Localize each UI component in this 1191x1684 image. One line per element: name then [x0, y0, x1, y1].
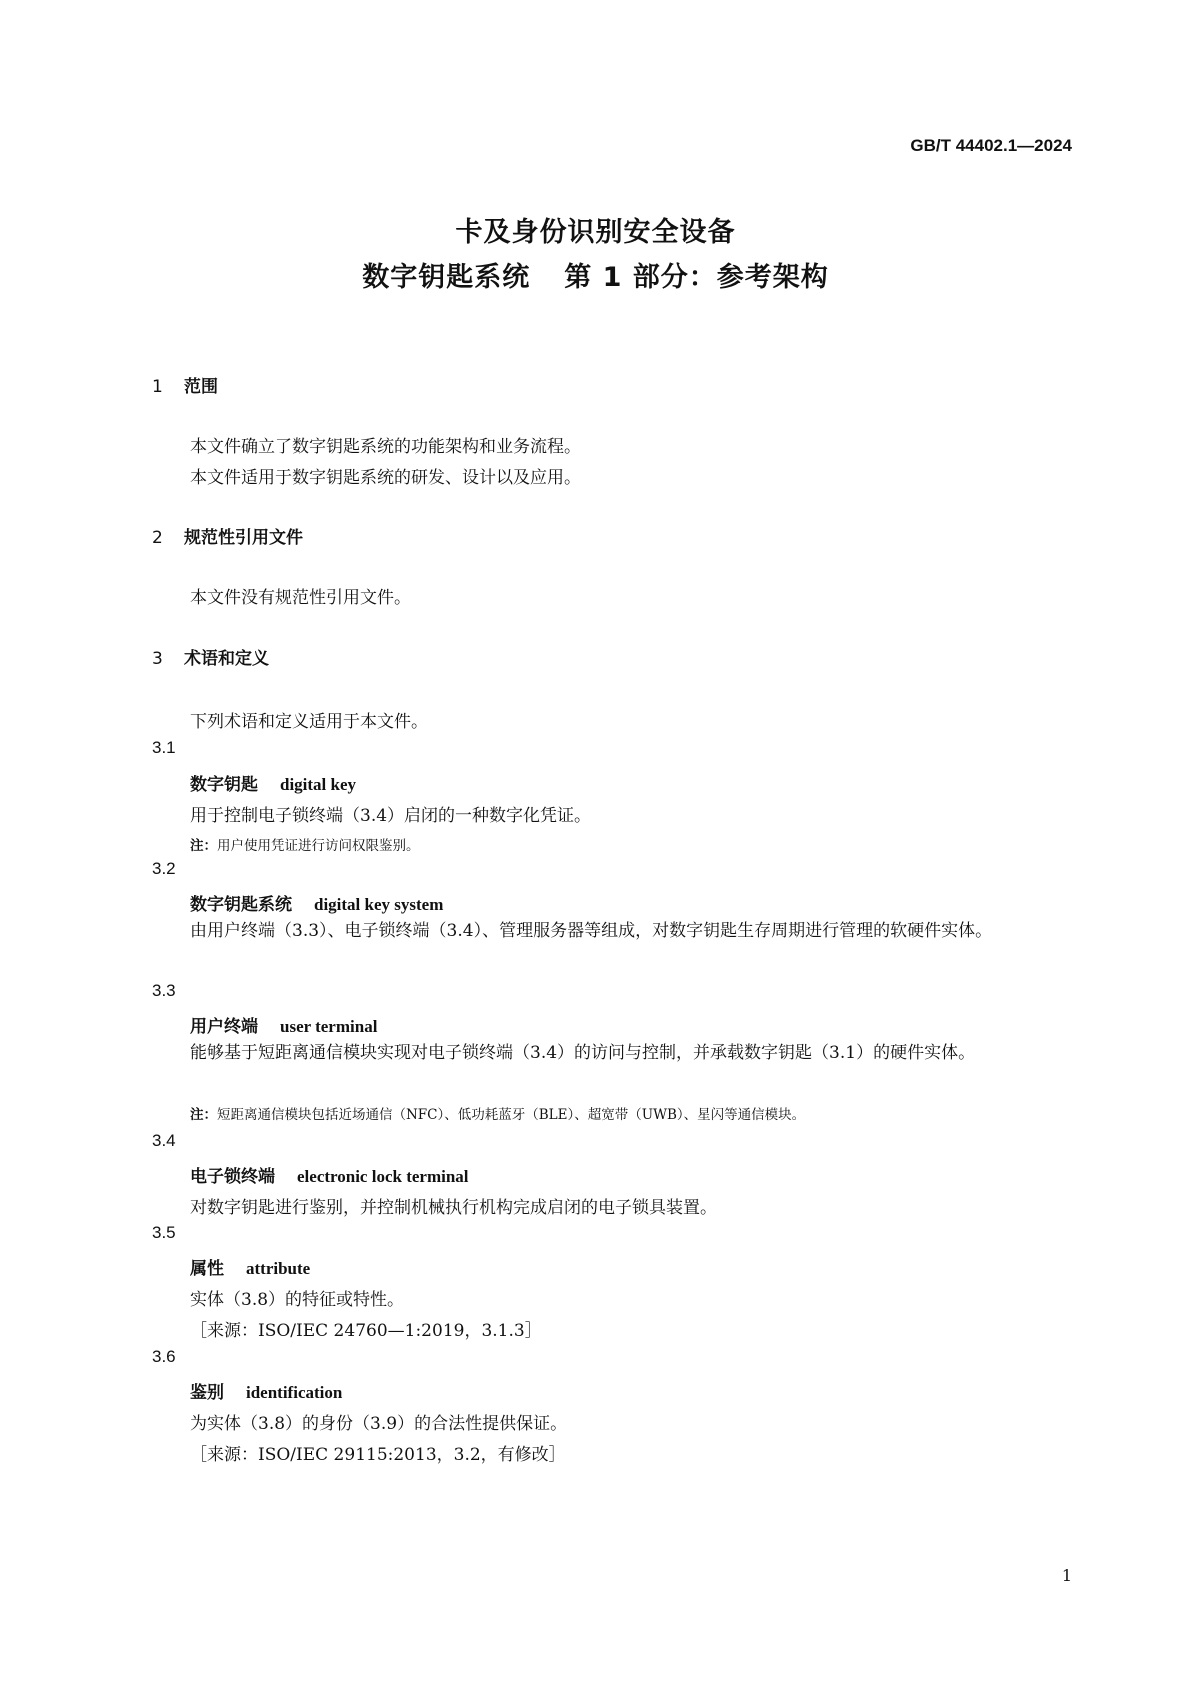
term-definition: 实体（3.8）的特征或特性。: [190, 1290, 405, 1310]
section-heading-terms-and-definitions: [152, 644, 269, 669]
term-heading: [190, 770, 356, 795]
term-en: identification: [246, 1383, 343, 1402]
section-number: 2: [152, 528, 163, 548]
title-part-a: 数字钥匙系统: [362, 262, 531, 293]
term-definition: 对数字钥匙进行鉴别，并控制机械执行机构完成启闭的电子锁具装置。: [190, 1198, 717, 1218]
title-part-b: 第 1 部分：参考架构: [564, 262, 829, 293]
note-label: 注：: [190, 838, 217, 854]
document-title-line2: [0, 255, 1191, 294]
paragraph: 下列术语和定义适用于本文件。: [190, 712, 428, 732]
term-definition: 用于控制电子锁终端（3.4）启闭的一种数字化凭证。: [190, 806, 592, 826]
standard-number: GB/T 44402.1—2024: [910, 136, 1072, 155]
paragraph: 本文件确立了数字钥匙系统的功能架构和业务流程。: [190, 437, 581, 457]
term-en: user terminal: [280, 1017, 378, 1036]
term-heading: [190, 1162, 469, 1187]
term-en: digital key system: [314, 895, 444, 914]
section-title: 范围: [184, 377, 218, 397]
term-definition: 能够基于短距离通信模块实现对电子锁终端（3.4）的访问与控制，并承载数字钥匙（3.1）的硬件实体。: [190, 1043, 976, 1063]
section-number: 3: [152, 649, 163, 669]
section-title: 规范性引用文件: [184, 528, 303, 548]
term-source: ［来源：ISO/IEC 29115:2013，3.2，有修改］: [190, 1445, 566, 1465]
term-definition: 为实体（3.8）的身份（3.9）的合法性提供保证。: [190, 1414, 568, 1434]
document-title-line1: 卡及身份识别安全设备: [455, 217, 736, 248]
term-heading: [190, 1254, 310, 1279]
term-zh: 鉴别: [190, 1383, 224, 1403]
term-en: electronic lock terminal: [297, 1167, 469, 1186]
term-note: [190, 1103, 805, 1123]
term-definition: 由用户终端（3.3）、电子锁终端（3.4）、管理服务器等组成，对数字钥匙生存周期进行管理的软硬件实体。: [190, 921, 993, 941]
term-zh: 用户终端: [190, 1017, 258, 1037]
term-zh: 数字钥匙: [190, 775, 258, 795]
paragraph: 本文件没有规范性引用文件。: [190, 588, 411, 608]
term-en: digital key: [280, 775, 357, 794]
term-number: 3.2: [152, 859, 176, 878]
term-number: 3.6: [152, 1347, 176, 1366]
term-zh: 数字钥匙系统: [190, 895, 292, 915]
term-heading: [190, 890, 443, 915]
note-text: 短距离通信模块包括近场通信（NFC）、低功耗蓝牙（BLE）、超宽带（UWB）、星闪等通信模块。: [217, 1107, 806, 1123]
term-heading: [190, 1378, 342, 1403]
term-number: 3.1: [152, 738, 176, 757]
section-title: 术语和定义: [184, 649, 269, 669]
section-heading-normative-references: [152, 523, 303, 548]
term-number: 3.3: [152, 981, 176, 1000]
term-source: ［来源：ISO/IEC 24760—1:2019，3.1.3］: [190, 1321, 542, 1341]
page-number: 1: [1061, 1566, 1072, 1585]
section-heading-scope: [152, 372, 218, 397]
term-note: [190, 834, 420, 854]
term-zh: 属性: [190, 1259, 224, 1279]
section-number: 1: [152, 377, 163, 397]
term-number: 3.5: [152, 1223, 176, 1242]
note-text: 用户使用凭证进行访问权限鉴别。: [217, 838, 420, 854]
term-en: attribute: [246, 1259, 311, 1278]
note-label: 注：: [190, 1107, 217, 1123]
term-number: 3.4: [152, 1131, 176, 1150]
paragraph: 本文件适用于数字钥匙系统的研发、设计以及应用。: [190, 468, 581, 488]
term-zh: 电子锁终端: [190, 1167, 275, 1187]
term-heading: [190, 1012, 377, 1037]
